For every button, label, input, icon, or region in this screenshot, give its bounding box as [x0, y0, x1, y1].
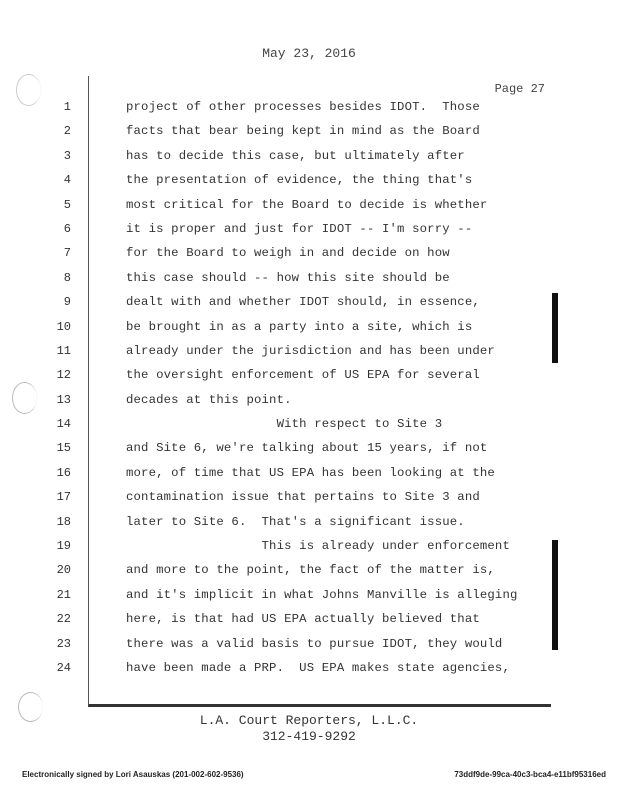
transcript-line: [56, 608, 551, 632]
transcript-line: [56, 364, 551, 388]
page-number: Page 27: [494, 82, 545, 96]
transcript-line: [56, 511, 551, 535]
line-text: there was a valid basis to pursue IDOT, they would: [126, 636, 503, 651]
line-text: have been made a PRP. US EPA makes state agencies,: [126, 660, 510, 675]
line-number: 21: [56, 587, 71, 602]
transcript-line: [56, 584, 551, 608]
line-number: 24: [56, 660, 71, 675]
line-number: 15: [56, 441, 71, 456]
line-number: 2: [63, 124, 71, 139]
line-text: project of other processes besides IDOT. Those: [126, 100, 480, 114]
line-number: 13: [56, 392, 71, 407]
line-text: contamination issue that pertains to Site 3 and: [126, 490, 480, 505]
line-number: 9: [63, 295, 71, 310]
line-text: it is proper and just for IDOT -- I'm sorry --: [126, 221, 473, 236]
transcript-line: [56, 389, 551, 413]
line-text: here, is that had US EPA actually believed that: [126, 612, 480, 627]
line-number: 23: [56, 636, 71, 651]
line-text: With respect to Site 3: [126, 417, 443, 432]
line-number: 12: [56, 368, 71, 383]
line-text: most critical for the Board to decide is whether: [126, 197, 488, 212]
transcript-line: [56, 486, 551, 510]
transcript-line: [63, 96, 551, 120]
transcript-line: [63, 267, 551, 291]
transcript-line: [63, 218, 551, 242]
line-text: decades at this point.: [126, 392, 292, 407]
line-text: be brought in as a party into a site, which is: [126, 319, 473, 334]
transcript-lines: [56, 96, 551, 681]
change-bar: [552, 293, 558, 363]
line-text: and more to the point, the fact of the matter is,: [126, 563, 495, 578]
transcript-line: [56, 633, 551, 657]
line-number: 17: [56, 490, 71, 505]
line-text: This is already under enforcement: [126, 539, 510, 554]
line-text: and Site 6, we're talking about 15 years, if not: [126, 441, 488, 456]
line-number: 16: [56, 465, 71, 480]
line-number: 4: [63, 173, 71, 188]
transcript-line: [63, 194, 551, 218]
line-number: 10: [56, 319, 71, 334]
line-number: 7: [63, 246, 71, 261]
line-text: for the Board to weigh in and decide on how: [126, 246, 450, 261]
electronic-signature: Electronically signed by Lori Asauskas (201-002-602-9536): [22, 770, 244, 779]
transcript-page: [56, 76, 551, 707]
line-text: this case should -- how this site should be: [126, 270, 450, 285]
line-text: more, of time that US EPA has been looking at the: [126, 465, 495, 480]
line-text: already under the jurisdiction and has been under: [126, 343, 495, 358]
line-number: 1: [63, 100, 71, 114]
reporter-company: L.A. Court Reporters, L.L.C.: [199, 713, 419, 728]
line-text: and it's implicit in what Johns Manville is alleging: [126, 587, 518, 602]
transcript-line: [63, 169, 551, 193]
line-number: 6: [63, 221, 71, 236]
transcript-line: [56, 559, 551, 583]
line-text: facts that bear being kept in mind as the Board: [126, 124, 480, 139]
transcript-line: [56, 340, 551, 364]
line-text: has to decide this case, but ultimately after: [126, 148, 465, 163]
line-number: 3: [63, 148, 71, 163]
transcript-line: [63, 145, 551, 169]
transcript-line: [56, 437, 551, 461]
transcript-line: [56, 657, 551, 681]
line-number: 20: [56, 563, 71, 578]
reporter-phone: 312-419-9292: [262, 729, 356, 744]
signature-hash: 73ddf9de-99ca-40c3-bca4-e11bf95316ed: [454, 770, 606, 779]
line-number: 19: [56, 539, 71, 554]
line-number: 18: [56, 514, 71, 529]
transcript-line: [56, 316, 551, 340]
line-text: the presentation of evidence, the thing that's: [126, 173, 473, 188]
line-number: 8: [63, 270, 71, 285]
line-number: 5: [63, 197, 71, 212]
transcript-line: [63, 120, 551, 144]
line-number: 14: [56, 417, 71, 432]
line-text: the oversight enforcement of US EPA for several: [126, 368, 480, 383]
transcript-line: [56, 462, 551, 486]
transcript-line: [56, 413, 551, 437]
transcript-line: [63, 291, 551, 315]
line-number: 11: [56, 343, 71, 358]
transcript-line: [63, 242, 551, 266]
line-text: later to Site 6. That's a significant issue.: [126, 514, 465, 529]
transcript-date: May 23, 2016: [262, 46, 356, 61]
line-number: 22: [56, 612, 71, 627]
line-text: dealt with and whether IDOT should, in essence,: [126, 295, 480, 310]
transcript-line: [56, 535, 551, 559]
change-bar: [552, 540, 558, 650]
